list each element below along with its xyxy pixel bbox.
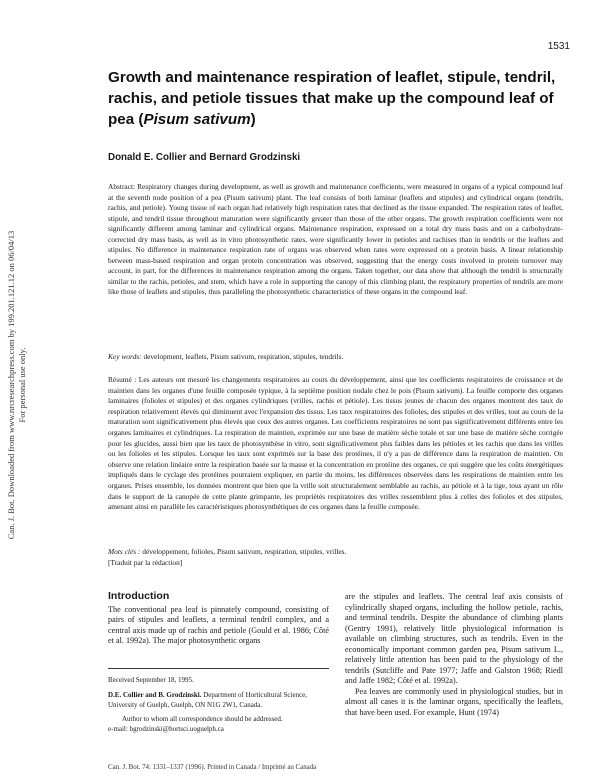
title-close: ) bbox=[250, 111, 256, 128]
authors: Donald E. Collier and Bernard Grodzinski bbox=[108, 152, 301, 163]
author-names: D.E. Collier and B. Grodzinski. bbox=[108, 691, 202, 700]
download-side-note bbox=[4, 180, 32, 590]
abstract: Abstract: Respiratory changes during development, as well as growth and maintenance coefficients, were measured in organs of a typical compound leaf at the seventh node position of a pea (Pisum sativum) plant. The leaf consists of both laminar (leaflets and stipules) and cylindrical organs (tendrils, rachis, and petiole). Young tissue of each organ had relatively high respiration rates that declined as the tissue expanded. The respiration rates of leaflet, stipule, and tendril tissue throughout maturation were significantly greater than those of the other organs. The growth respiration coefficients were not significantly different among laminar and cylindrical organs. Maintenance respiration, expressed on a total dry mass basis and on a carbohydrate-corrected dry mass basis, as well as in vitro photosynthetic rates, were significantly lower in petioles and rachises than in tendrils or the leaflets and stipules. No difference in maintenance respiration rate of organs was observed when rates were expressed on a protein basis. A linear relationship between mass-based respiration and organ protein concentration was observed, suggesting that the energy costs involved in protein turnover may account, in part, for the differences in maintenance respiration among the organs. Taken together, our data show that although the tendril is structurally similar to the rachis, petioles, and stem, which have a role in supporting the canopy of this climbing plant, the respiratory properties of tendrils are more like those of leaflets and stipules, thus paralleling the photosynthetic characteristics of these organs in the compound leaf. bbox=[108, 182, 563, 297]
correspondence-email: e-mail: bgrodzinski@hortsci.uoguelph.ca bbox=[108, 724, 224, 733]
introduction-left-paragraph: The conventional pea leaf is pinnately compound, consisting of pairs of stipules and leaflets, a terminal tendril complex, and a central axis made up of rachis and petiole (Gould et al. 1986; Côté et al. 1992a). The major photosynthetic organs bbox=[108, 605, 329, 646]
keywords-label: Key words: bbox=[108, 352, 142, 361]
mots-cles-label: Mots clés : bbox=[108, 547, 141, 556]
keywords bbox=[108, 352, 563, 362]
introduction-right-paragraph-2: Pea leaves are commonly used in physiological studies, but in almost all cases it is the laminar organs, specifically the leaflets, that have been used. For example, Hunt (1974) bbox=[345, 686, 563, 718]
side-note-download-line: Can. J. Bot. Downloaded from www.nrcresearchpress.com by 199.201.121.12 on 06/04/13 bbox=[6, 230, 16, 540]
translation-note: [Traduit par la rédaction] bbox=[108, 558, 183, 567]
title-species: Pisum sativum bbox=[143, 111, 251, 128]
side-note-personal-use-line: For personal use only. bbox=[17, 347, 27, 423]
introduction-right-column bbox=[345, 592, 563, 719]
introduction-heading: Introduction bbox=[108, 590, 170, 602]
correspondence-note: Author to whom all correspondence should be addressed. bbox=[122, 715, 283, 724]
mots-cles bbox=[108, 547, 563, 557]
page-number: 1531 bbox=[547, 41, 570, 52]
title-main: Growth and maintenance respiration of leaflet, stipule, tendril, rachis, and petiole tissues that make up the compound leaf of pea ( bbox=[108, 69, 556, 128]
resume: Résumé : Les auteurs ont mesuré les changements respiratoires au cours du développement, ainsi que les coefficients respiratoires de croissance et de maintien dans les organes d'une feuille composée typique, à la septième position nodale chez le pois (Pisum sativum). La feuille comporte des organes laminaires (folioles et stipules) et des organes cylindriques (vrilles, rachis et pétiole). Les tissus jeunes de chacun des organes montrent des taux de respiration relativement élevés qui diminuent avec l'expansion des tissus. Les taux respiratoires des folioles, des stipules et des vrilles, tout au cours de la maturation sont significativement plus élevés que ceux des autres organes. Les coefficients respiratoires ne sont pas significativement différents entre les organes laminaires et cylindriques. La respiration de maintien, exprimée sur une base de matière sèche totale et sur une base de matière sèche corrigée pour les glucides, aussi bien que les taux de photosynthèse in vitro, sont significativement plus faibles dans les pétioles et les rachis que dans les vrilles ou les folioles et les stipules. Lorsque les taux sont exprimés sur la base des protéines, il n'y a pas de différence dans la respiration de maintien. On observe une relation linéaire entre la respiration basée sur la masse et la concentration en protéine des organes, ce qui suggère que les coûts énergétiques impliqués dans le cyclage des protéines pourraient expliquer, en partie du moins, les différences observées dans les respirations de maintien entre les organes. Prises ensemble, les données montrent que bien que la vrille soit structuralement semblable au rachis, au pétiole et à la tige, tous ayant un rôle dans le support de la canopée de cette plante grimpante, les propriétés respiratoires des vrilles ressemblent plus à celles des folioles et des stipules, amenant ainsi en parallèle les caractéristiques photosynthétiques de ces organes dans la feuille composée. bbox=[108, 375, 563, 512]
introduction-right-paragraph-1: are the stipules and leaflets. The central leaf axis consists of cylindrically shaped organs, including the hollow petiole, rachis, and terminal tendrils. Despite the abundance of climbing plants (Gentry 1991), relatively little physiological information is available on climbing structures, such as tendrils. Even in the economically important common garden pea, Pisum sativum L., relatively little attention has been paid to the physiology of the tendrils (Sutcliffe and Pate 1977; Jaffe and Galston 1968; Riedl and Jaffe 1982; Côté et al. 1992a). bbox=[345, 592, 563, 686]
mots-cles-text: développement, folioles, Pisum sativum, respiration, stipules, vrilles. bbox=[140, 547, 347, 556]
affiliation-text: Department of Horticultural Science, University of Guelph, Guelph, ON N1G 2W1, Canada. bbox=[108, 691, 308, 709]
article-title bbox=[108, 67, 563, 130]
received-date: Received September 18, 1995. bbox=[108, 676, 194, 684]
keywords-text: development, leaflets, Pisum sativum, respiration, stipules, tendrils. bbox=[141, 352, 344, 361]
footnotes bbox=[108, 668, 329, 759]
author-affiliation bbox=[108, 691, 329, 710]
journal-citation: Can. J. Bot. 74: 1331–1337 (1996). Printed in Canada / Imprimé au Canada bbox=[108, 764, 317, 771]
